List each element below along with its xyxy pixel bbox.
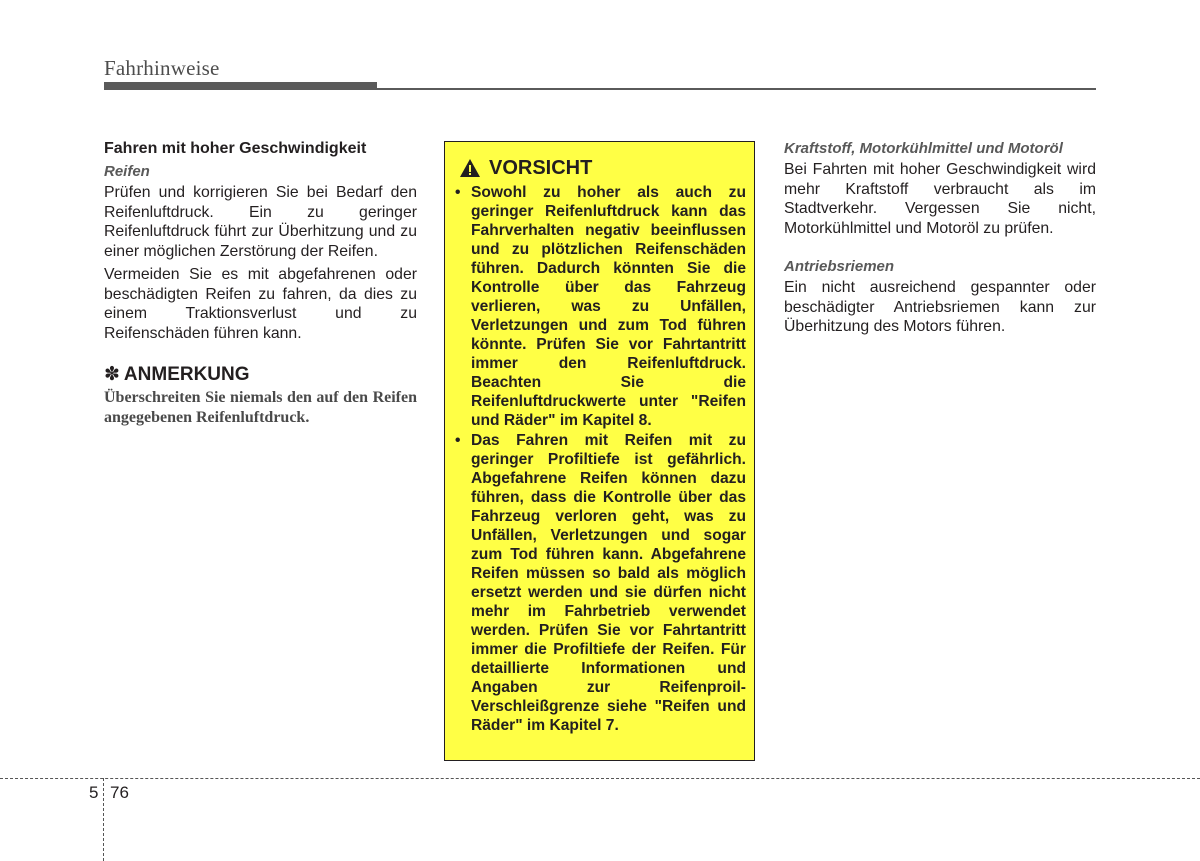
header-rule-thick (104, 82, 377, 90)
section-heading: Fahren mit hoher Geschwindigkeit (104, 140, 367, 157)
warning-triangle-icon (459, 158, 481, 178)
page-number: 76 (110, 783, 129, 802)
bullet-icon: • (455, 432, 461, 449)
paragraph: Vermeiden Sie es mit abgefahrenen oder beschädigten Reifen zu fahren, da dies zu einem Traktionsverlust und zu Reifenschäden führen kann. (104, 266, 417, 342)
note-text: Überschreiten Sie niemals den auf den Reifen angegebenen Reifenluftdruck. (104, 389, 417, 426)
header-rule-thin (377, 88, 1096, 90)
warning-list (453, 183, 746, 735)
paragraph: Prüfen und korrigieren Sie bei Bedarf den Reifenluftdruck. Ein zu geringer Reifenluftdruck führt zur Überhitzung und zu einer möglichen Zerstörung der Reifen. (104, 184, 417, 260)
subheading-tires: Reifen (104, 163, 150, 180)
footer-vertical-divider (103, 778, 104, 861)
subheading-fuel-coolant-oil: Kraftstoff, Motorkühlmittel und Motoröl (784, 140, 1063, 157)
note-heading-label: ANMERKUNG (123, 364, 250, 385)
left-column (104, 139, 417, 427)
warning-item-text: Sowohl zu hoher als auch zu geringer Reifenluftdruck kann das Fahrverhalten negativ beeinflussen und zu plötzlichen Reifenschäden führen. Dadurch könnten Sie die Kontrolle über das Fahrzeug verlieren, was zu Unfällen, Verletzungen und zum Tod führen könnte. Prüfen Sie vor Fahrtantritt immer den Reifenluftdruck. Beachten Sie die Reifenluftdruckwerte unter "Reifen und Räder" im Kapitel 8. (471, 184, 746, 429)
paragraph: Ein nicht ausreichend gespannter oder beschädigter Antriebsriemen kann zur Überhitzung des Motors führen. (784, 279, 1096, 335)
paragraph: Bei Fahrten mit hoher Geschwindigkeit wird mehr Kraftstoff verbraucht als im Stadtverkehr. Vergessen Sie nicht, Motorkühlmittel und Motoröl zu prüfen. (784, 161, 1096, 237)
warning-list-item (453, 431, 746, 735)
warning-item-text: Das Fahren mit Reifen mit zu geringer Profiltiefe ist gefährlich. Abgefahrene Reifen können dazu führen, dass die Kontrolle über das Fahrzeug verloren geht, was zu Unfällen, Verletzungen und sogar zum Tod führen kann. Abgefahrene Reifen müssen so bald als möglich ersetzt werden und sie dürfen nicht mehr im Fahrbetrieb verwendet werden. Prüfen Sie vor Fahrtantritt immer die Profiltiefe der Reifen. Für detaillierte Informationen und Angaben zur Reifenproil-Verschleißgrenze siehe "Reifen und Räder" im Kapitel 7. (471, 432, 746, 734)
note-heading (104, 364, 417, 386)
page-header-title: Fahrhinweise (104, 56, 220, 80)
subheading-drive-belt: Antriebsriemen (784, 258, 895, 275)
warning-list-item (453, 183, 746, 430)
footer-divider (0, 778, 1200, 779)
warning-title-label: VORSICHT (489, 157, 593, 179)
chapter-number: 5 (89, 783, 99, 802)
asterisk-note-icon: ✽ (104, 364, 120, 385)
right-column (784, 140, 1096, 337)
warning-box (444, 141, 755, 761)
warning-title (459, 156, 746, 180)
bullet-icon: • (455, 184, 461, 201)
